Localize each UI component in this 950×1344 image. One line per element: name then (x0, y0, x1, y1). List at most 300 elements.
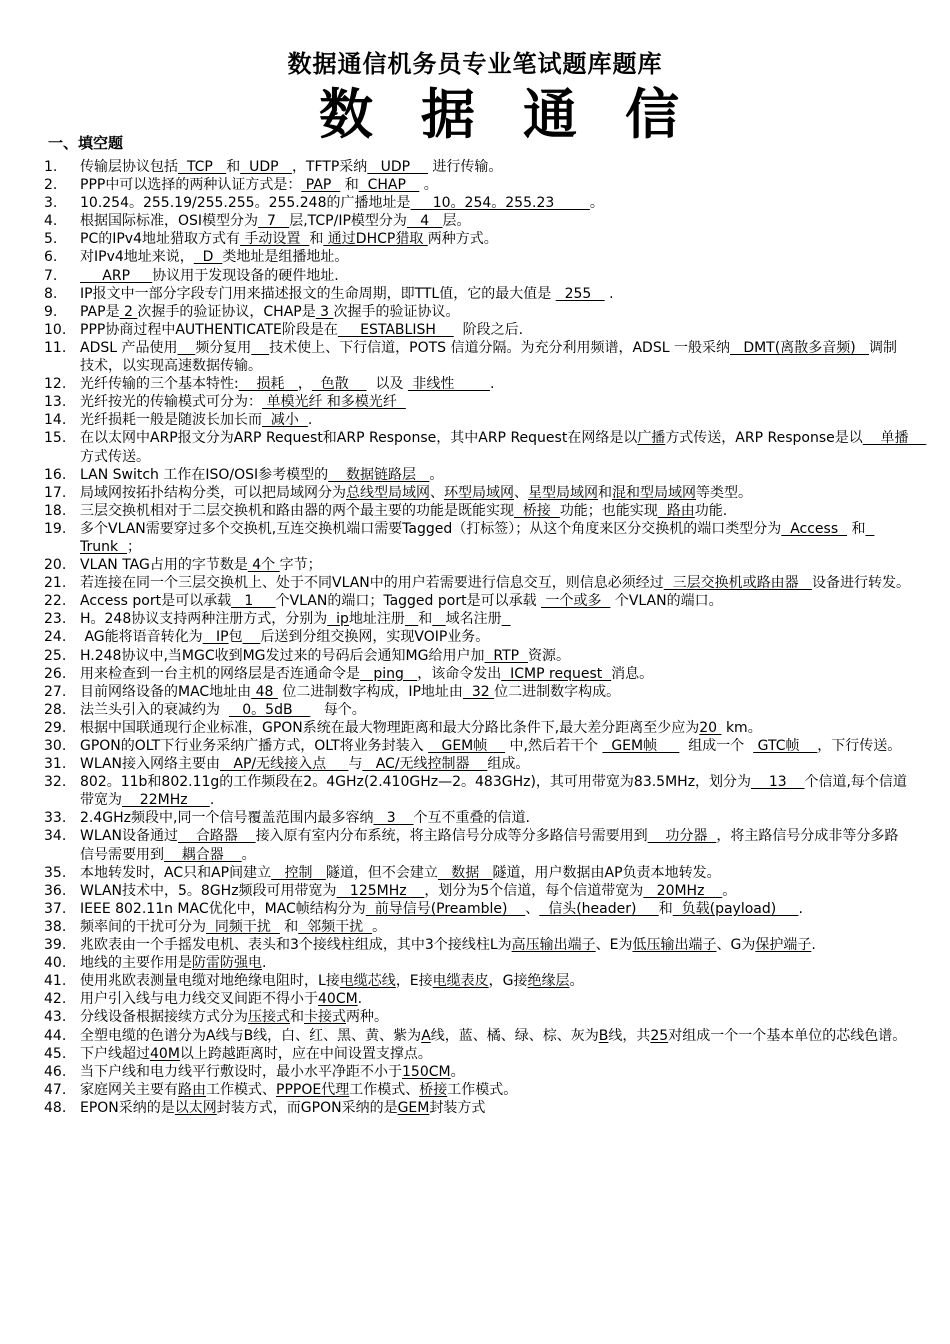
answer-blank: 邻频干扰 (298, 918, 373, 935)
question-text: 协议用于发现设备的硬件地址. (152, 267, 339, 284)
question-text: ，划分为5个信道，每个信道带宽为 (424, 882, 644, 899)
item-number: 30. (44, 738, 67, 754)
list-item (44, 1063, 910, 1081)
document-heading: 数据通信 (319, 82, 727, 146)
question-text: 传输层协议包括 (80, 159, 178, 175)
answer-blank: 数据链路层 (328, 466, 430, 483)
question-text: AG能将语音转化为 (80, 629, 203, 646)
item-text (80, 592, 910, 610)
answer-blank: ESTABLISH (337, 321, 454, 338)
list-item (44, 484, 910, 502)
answer-blank: 电缆芯线 (339, 973, 396, 990)
item-number: 21. (44, 575, 67, 592)
answer-blank: 255 (555, 285, 605, 302)
item-text (80, 321, 910, 339)
question-text: 阶段之后. (453, 321, 524, 338)
question-text: 下户线超过 (80, 1045, 150, 1062)
answer-blank: 10。254。255.23 (410, 195, 590, 212)
list-item (44, 411, 910, 429)
question-text: 、 (514, 484, 528, 501)
answer-blank: 通过DHCP猎取 (323, 231, 428, 248)
item-text (80, 665, 910, 683)
question-text: 光纤损耗一般是随波长加长而 (80, 412, 262, 429)
answer-blank: 非线性 (407, 376, 490, 393)
answer-blank: PPPOE代理 (276, 1081, 350, 1098)
list-item (44, 737, 910, 755)
question-text: . (209, 792, 215, 809)
list-item (44, 755, 910, 773)
item-text (80, 267, 910, 285)
item-text (80, 773, 910, 809)
item-text (80, 574, 910, 592)
question-text: 域名注册 (445, 611, 502, 628)
question-text: 本地转发时，AC只和AP间建立 (80, 864, 272, 881)
question-text: 位二进制数字构成，IP地址由 (277, 683, 463, 700)
answer-blank: 同频干扰 (206, 918, 280, 935)
answer-blank: 1 (231, 593, 276, 610)
question-text: ，TFTP采纳 (291, 159, 368, 175)
answer-blank: B (598, 1027, 609, 1044)
list-item (44, 194, 910, 212)
item-number: 33. (44, 810, 67, 827)
answer-blank: Access (781, 520, 848, 537)
question-text: 光纤传输的三个基本特性: (80, 376, 239, 393)
question-text: 调制技术，以实现高速数据传输。 (80, 339, 898, 375)
item-number: 22. (44, 593, 67, 610)
list-item (44, 882, 910, 900)
item-number: 20. (44, 557, 67, 574)
answer-blank: 以太网 (174, 1099, 217, 1116)
item-number: 31. (44, 756, 67, 773)
answer-blank: 损耗 (238, 376, 298, 393)
question-text: 隧道，用户数据由AP负责本地转发。 (492, 864, 721, 881)
item-text (80, 339, 910, 375)
list-item (44, 520, 910, 556)
item-text (80, 900, 910, 918)
item-number: 1. (44, 159, 58, 175)
answer-blank: 40M (150, 1045, 180, 1062)
answer-blank: 20 (699, 719, 722, 736)
list-item (44, 864, 910, 882)
item-text (80, 719, 910, 737)
question-text: 后送到分组交换网，实现VOIP业务。 (260, 629, 490, 646)
question-text: 法兰头引入的衰减约为 (80, 701, 229, 718)
list-item (44, 267, 910, 285)
question-text: 消息。 (611, 665, 654, 682)
list-item (44, 827, 910, 863)
question-text: 和 (290, 1009, 304, 1026)
question-text: 工作模式、 (206, 1081, 276, 1098)
answer-blank: 40CM (318, 991, 358, 1008)
answer-blank (432, 611, 445, 627)
list-item (44, 683, 910, 701)
question-text: 封装方式 (429, 1099, 486, 1116)
question-text: 。 (589, 195, 604, 212)
answer-blank: DMT(离散多音频) (729, 339, 870, 356)
item-number: 39. (44, 937, 67, 954)
answer-blank: 桥接 (514, 502, 560, 519)
item-number: 27. (44, 683, 67, 700)
question-text: H.248协议中,当MGC收到MG发过来的号码后会通知MG给用户加 (80, 647, 485, 664)
question-text: 用来检查到一台主机的网络层是否连通命令是 (80, 665, 360, 682)
answer-blank: ICMP request (501, 665, 612, 682)
item-number: 12. (44, 376, 67, 393)
question-text: 设备进行转发。 (812, 575, 911, 592)
item-number: 47. (44, 1081, 67, 1098)
answer-blank (502, 611, 511, 627)
answer-blank: 广播 (637, 430, 666, 447)
list-item (44, 158, 910, 176)
list-item (44, 339, 910, 375)
item-text (80, 375, 910, 393)
item-number: 13. (44, 394, 67, 411)
document-title: 数据通信机务员专业笔试题库题库 (287, 50, 663, 78)
list-item (44, 900, 910, 918)
item-number: 28. (44, 701, 67, 718)
list-item (44, 393, 910, 411)
list-item (44, 954, 910, 972)
item-number: 10. (44, 321, 67, 338)
question-text: 在以太网中ARP报文分为ARP Request和ARP Response，其中ARP Request在网络是以 (80, 430, 638, 447)
answer-blank: 控制 (271, 864, 326, 881)
answer-blank: TCP (178, 159, 227, 175)
answer-blank: 2 (119, 303, 138, 320)
question-text: ，G接 (488, 973, 528, 990)
list-item (44, 502, 910, 520)
list-item (44, 610, 910, 628)
item-number: 5. (44, 231, 58, 248)
list-item (44, 1081, 910, 1099)
question-text: ； (127, 538, 142, 555)
item-text (80, 248, 910, 266)
question-text: 线，共 (608, 1027, 651, 1044)
answer-blank: 25 (650, 1027, 669, 1044)
question-text: ，该命令发出 (417, 665, 502, 682)
question-text: H。248协议支持两种注册方式，分别为 (80, 611, 328, 628)
question-text: WLAN接入网络主要由 (80, 756, 221, 773)
answer-blank: GEM (397, 1099, 430, 1116)
question-text: PPP协商过程中AUTHENTICATE阶段是在 (80, 321, 338, 338)
list-item (44, 773, 910, 809)
question-text: 10.254。255.19/255.255。255.248的广播地址是 (80, 195, 411, 212)
item-number: 9. (44, 303, 58, 320)
question-text: 等类型。 (696, 484, 752, 501)
question-text: 用户引入线与电力线交叉间距不得小于 (80, 991, 318, 1008)
item-text (80, 610, 910, 628)
answer-blank: 单模光纤 和多模光纤 (262, 394, 406, 411)
question-text: 中,然后若干个 (505, 738, 603, 754)
question-text: 资源。 (527, 647, 570, 664)
item-text (80, 918, 910, 936)
question-text: 方式传送，ARP Response是以 (665, 430, 863, 447)
question-text: 当下户线和电力线平行敷设时，最小水平净距不小于 (80, 1063, 402, 1080)
answer-blank: 卡接式 (304, 1009, 346, 1026)
question-text: PAP是 (80, 303, 120, 320)
answer-blank: 压接式 (248, 1009, 290, 1026)
item-text (80, 1045, 910, 1063)
list-item (44, 1008, 910, 1026)
question-text: 若连接在同一个三层交换机上、处于不同VLAN中的用户若需要进行信息交互，则信息必须经过 (80, 575, 664, 592)
answer-blank: 前导信号(Preamble) (365, 900, 526, 917)
question-text: IEEE 802.11n MAC优化中，MAC帧结构分为 (80, 900, 366, 917)
item-number: 37. (44, 900, 67, 917)
answer-blank: 单播 (862, 430, 927, 447)
item-number: 16. (44, 466, 67, 483)
question-text: . (811, 937, 816, 954)
answer-blank: ARP (80, 267, 153, 284)
question-text: 2.4GHz频段中,同一个信号覆盖范围内最多容纳 (80, 810, 374, 827)
item-number: 35. (44, 864, 67, 881)
question-text: 线，蓝、橘、绿、棕、灰为 (430, 1027, 599, 1044)
answer-blank: 三层交换机或路由器 (663, 575, 813, 592)
question-text: km。 (721, 719, 762, 736)
list-item (44, 665, 910, 683)
answer-blank: CHAP (358, 177, 420, 194)
question-text: 和 (340, 177, 359, 194)
question-text: 个互不重叠的信道. (413, 810, 530, 827)
question-list (44, 158, 927, 1117)
item-text (80, 1027, 910, 1045)
answer-blank: 13 (751, 774, 805, 791)
answer-blank: 3 (315, 303, 334, 320)
item-number: 11. (44, 339, 67, 356)
item-text (80, 194, 910, 212)
answer-blank: ping (360, 665, 418, 682)
answer-blank: 减小 (262, 412, 308, 429)
answer-blank: 高压输出端子 (511, 937, 596, 954)
question-text: 以及 (366, 376, 408, 393)
answer-blank: 48 (251, 683, 278, 700)
item-text (80, 466, 910, 484)
question-text: 。 (722, 882, 737, 899)
answer-blank: 耦合器 (164, 846, 242, 863)
item-number: 41. (44, 973, 67, 990)
item-number: 18. (44, 502, 67, 519)
question-text: 字节； (279, 557, 322, 574)
question-text: 和 (847, 520, 866, 537)
question-text: 分线设备根据接续方式分为 (80, 1009, 248, 1026)
item-text (80, 990, 910, 1008)
question-text: ADSL 产品使用 (80, 339, 178, 356)
list-item (44, 936, 910, 954)
list-item (44, 701, 910, 719)
item-number: 42. (44, 991, 67, 1008)
answer-blank: 电缆表皮 (432, 973, 489, 990)
question-text: 工作模式。 (447, 1081, 518, 1098)
question-text: 功能；也能实现 (559, 502, 658, 519)
question-text: 频分复用 (195, 339, 252, 356)
question-text: VLAN TAG占用的字节数是 (80, 557, 248, 574)
answer-blank: GEM帧 (602, 738, 680, 754)
item-text (80, 972, 910, 990)
question-text: 与 (348, 756, 363, 773)
question-text: 和 (418, 611, 433, 628)
item-text (80, 1063, 910, 1081)
answer-blank: 0。5dB (228, 701, 311, 718)
item-text (80, 429, 927, 465)
list-item (44, 212, 910, 230)
item-number: 8. (44, 285, 58, 302)
question-text: 以上跨越距离时，应在中间设置支撑点。 (179, 1045, 432, 1062)
answer-blank: 22MHz (122, 792, 210, 809)
item-number: 6. (44, 249, 58, 266)
item-text (80, 303, 910, 321)
question-text: ，下行传送。 (817, 738, 902, 754)
question-text: 根据中国联通现行企业标准，GPON系统在最大物理距离和最大分路比条件下,最大差分距离至少应为 (80, 719, 700, 736)
answer-blank: Trunk (80, 520, 875, 555)
list-item (44, 248, 910, 266)
answer-blank: 4 (406, 213, 443, 230)
question-text: WLAN技术中，5。8GHz频段可用带宽为 (80, 882, 337, 899)
question-text: . (798, 900, 803, 917)
item-text (80, 936, 910, 954)
question-text: 。 (450, 1063, 465, 1080)
answer-blank: 32 (462, 683, 495, 700)
question-text: 对IPv4地址来说， (80, 249, 194, 266)
item-text (80, 502, 910, 520)
question-text: 、E为 (595, 937, 633, 954)
item-text (80, 230, 910, 248)
list-item (44, 990, 910, 1008)
answer-blank (405, 611, 418, 627)
question-text: 三层交换机相对于二层交换机和路由器的两个最主要的功能是既能实现 (80, 502, 514, 519)
question-text: GPON的OLT下行业务采纳广播方式，OLT将业务封装入 (80, 738, 429, 754)
question-text: 封装方式，而GPON采纳的是 (216, 1099, 398, 1116)
list-item (44, 1045, 910, 1063)
answer-blank: PAP (301, 177, 341, 194)
question-text: 每个。 (310, 701, 366, 718)
question-text: 组成。 (487, 756, 530, 773)
answer-blank: 信头(header) (539, 900, 659, 917)
item-number: 34. (44, 828, 67, 845)
item-text (80, 683, 910, 701)
question-text: 方式传送。 (80, 448, 150, 465)
answer-blank (251, 340, 269, 356)
question-text: PPP中可以选择的两种认证方式是： (80, 177, 302, 194)
list-item (44, 972, 910, 990)
list-item (44, 429, 927, 465)
question-text: 类地址是组播地址。 (222, 249, 349, 266)
question-text: 兆欧表由一个手摇发电机、表头和3个接线柱组成，其中3个接线柱L为 (80, 937, 512, 954)
answer-blank: 7 (258, 213, 290, 230)
item-text (80, 1099, 910, 1117)
answer-blank: 负载(payload) (672, 900, 799, 917)
answer-blank: 绝缘层 (527, 973, 570, 990)
item-number: 24. (44, 629, 67, 646)
question-text: 、 (525, 900, 540, 917)
question-text: 进行传输。 (427, 159, 503, 175)
list-item (44, 303, 910, 321)
question-text: 位二进制数字构成。 (494, 683, 621, 700)
list-item (44, 592, 910, 610)
item-text (80, 954, 910, 972)
question-text: . (262, 955, 267, 972)
item-text (80, 737, 910, 755)
list-item (44, 321, 910, 339)
question-text: 个信道,每个信道带宽为 (80, 774, 907, 809)
question-text: 目前网络设备的MAC地址由 (80, 683, 252, 700)
question-text: ，E接 (395, 973, 433, 990)
answer-blank: 星型局域网 (528, 484, 598, 501)
item-number: 46. (44, 1063, 67, 1080)
item-text (80, 701, 910, 719)
list-item (44, 809, 910, 827)
question-text: 光纤按光的传输模式可分为： (80, 394, 262, 411)
question-text: 802。11b和802.11g的工作频段在2。4GHz(2.410GHz—2。483GHz)，其可用带宽为83.5MHz，划分为 (80, 774, 752, 791)
question-text: 两种方式。 (427, 231, 498, 248)
item-text (80, 484, 910, 502)
item-text (80, 393, 910, 411)
question-text: 、 (430, 484, 444, 501)
question-text: 技术使上、下行信道，POTS 信道分隔。为充分利用频谱，ADSL 一般采纳 (269, 339, 730, 356)
item-number: 14. (44, 412, 67, 429)
answer-blank (243, 629, 261, 645)
answer-blank: AC/无线控制器 (362, 756, 488, 773)
question-text: 。 (429, 466, 444, 483)
question-text: 个VLAN的端口。 (610, 593, 723, 610)
question-text: 功能. (694, 502, 728, 519)
item-number: 44. (44, 1027, 67, 1044)
answer-blank: GTC帧 (753, 738, 818, 754)
item-number: 4. (44, 213, 58, 230)
question-text: 和 (598, 484, 612, 501)
item-number: 40. (44, 955, 67, 972)
item-text (80, 864, 910, 882)
question-text: 。 (241, 846, 256, 863)
answer-blank: 150CM (402, 1063, 451, 1080)
item-text (80, 827, 910, 863)
item-number: 23. (44, 611, 67, 628)
item-number: 15. (44, 430, 67, 447)
question-text: 。 (372, 918, 387, 935)
item-number: 36. (44, 882, 67, 899)
question-text: 和 (658, 900, 673, 917)
item-number: 26. (44, 665, 67, 682)
item-number: 29. (44, 719, 67, 736)
list-item (44, 285, 910, 303)
question-text: IP报文中一部分字段专门用来描述报文的生命周期，即TTL值，它的最大值是 (80, 285, 556, 302)
question-text: PC的IPv4地址猎取方式有 (80, 231, 240, 248)
question-text: 。 (419, 177, 438, 194)
question-text: 和 (226, 159, 241, 175)
answer-blank: GEM帧 (428, 738, 506, 754)
answer-blank: 一个或多 (541, 593, 611, 610)
question-text: 两种。 (346, 1009, 388, 1026)
answer-blank: 环型局域网 (444, 484, 514, 501)
question-text: 次握手的验证协议。 (333, 303, 460, 320)
question-text: Access port是可以承载 (80, 593, 232, 610)
answer-blank: 色散 (311, 376, 367, 393)
list-item (44, 556, 910, 574)
answer-blank: 4个 (247, 557, 280, 574)
question-text: . (307, 412, 313, 429)
question-text: 个VLAN的端口；Tagged port是可以承载 (275, 593, 542, 610)
item-text (80, 1008, 910, 1026)
question-text: 频率间的干扰可分为 (80, 918, 206, 935)
question-text: 次握手的验证协议，CHAP是 (137, 303, 316, 320)
question-text: . (604, 285, 614, 302)
question-text: 全塑电缆的色谱分为A线与B线，白、红、黑、黄、紫为 (80, 1027, 422, 1044)
item-text (80, 411, 910, 429)
item-text (80, 882, 910, 900)
answer-blank: A (421, 1027, 431, 1044)
question-text: LAN Switch 工作在ISO/OSI参考模型的 (80, 466, 329, 483)
answer-blank: 合路器 (178, 828, 256, 845)
answer-blank: D (193, 249, 223, 266)
question-text: . (490, 376, 495, 393)
question-text: 层,TCP/IP模型分为 (289, 213, 407, 230)
list-item (44, 574, 910, 592)
